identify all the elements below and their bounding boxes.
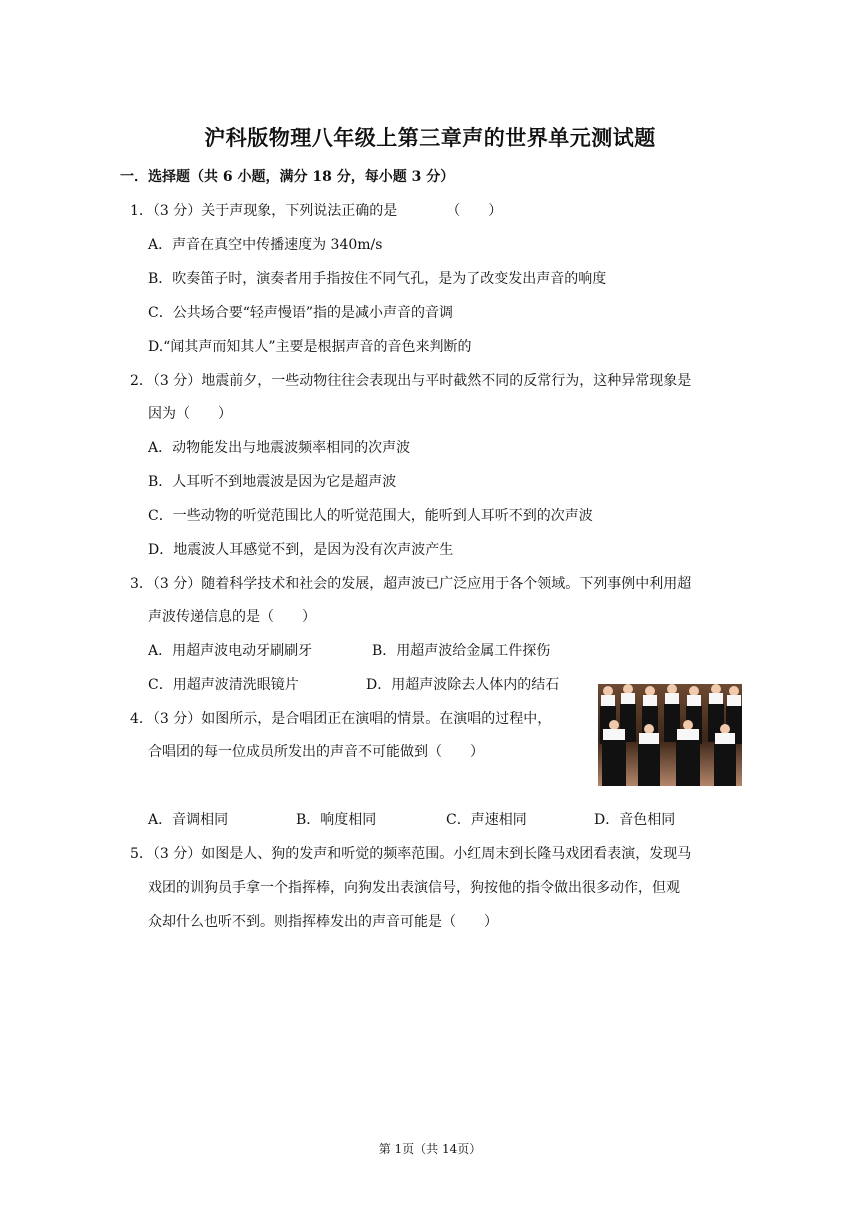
q5-stem-line3: 众却什么也听不到。则指挥棒发出的声音可能是（ ） — [148, 914, 498, 930]
q3-option-c: C．用超声波清洗眼镜片 — [148, 677, 299, 693]
choir-photo — [598, 684, 742, 786]
q5-stem-line2: 戏团的训狗员手拿一个指挥棒，向狗发出表演信号，狗按他的指令做出很多动作，但观 — [148, 880, 680, 896]
q2-option-c: C．一些动物的听觉范围比人的听觉范围大，能听到人耳听不到的次声波 — [148, 508, 593, 524]
section-heading: 一．选择题（共 6 小题，满分 18 分，每小题 3 分） — [120, 169, 455, 185]
q2-option-d: D．地震波人耳感觉不到，是因为没有次声波产生 — [148, 542, 454, 558]
q3-option-b: B．用超声波给金属工件探伤 — [372, 643, 551, 659]
q4-option-b: B．响度相同 — [296, 812, 377, 828]
q4-option-c: C．声速相同 — [446, 812, 527, 828]
q2-stem-line1: 2．（3 分）地震前夕，一些动物往往会表现出与平时截然不同的反常行为，这种异常现象是 — [130, 373, 692, 389]
q3-stem-line1: 3．（3 分）随着科学技术和社会的发展，超声波已广泛应用于各个领域。下列事例中利用超 — [130, 576, 692, 592]
q4-option-a: A．音调相同 — [148, 812, 229, 828]
page-footer: 第 1页（共 14页） — [378, 1142, 482, 1156]
q3-stem-line2: 声波传递信息的是（ ） — [148, 609, 316, 625]
q1-option-a: A．声音在真空中传播速度为 340m/s — [148, 237, 383, 253]
q2-option-b: B．人耳听不到地震波是因为它是超声波 — [148, 474, 397, 490]
q5-stem-line1: 5．（3 分）如图是人、狗的发声和听觉的频率范围。小红周末到长隆马戏团看表演，发现马 — [130, 846, 692, 862]
q4-option-d: D．音色相同 — [594, 812, 676, 828]
q1-option-b: B．吹奏笛子时，演奏者用手指按住不同气孔，是为了改变发出声音的响度 — [148, 271, 607, 287]
q1-option-c: C．公共场合要“轻声慢语”指的是减小声音的音调 — [148, 305, 454, 321]
q3-option-d: D．用超声波除去人体内的结石 — [366, 677, 560, 693]
q4-stem-line2: 合唱团的每一位成员所发出的声音不可能做到（ ） — [148, 744, 484, 760]
document-title: 沪科版物理八年级上第三章声的世界单元测试题 — [204, 126, 656, 150]
q1-stem: 1．（3 分）关于声现象，下列说法正确的是 （ ） — [130, 203, 503, 219]
q1-option-d: D.“闻其声而知其人”主要是根据声音的音色来判断的 — [148, 339, 472, 355]
q2-option-a: A．动物能发出与地震波频率相同的次声波 — [148, 440, 411, 456]
q2-stem-line2: 因为（ ） — [148, 406, 232, 422]
q4-stem-line1: 4．（3 分）如图所示，是合唱团正在演唱的情景。在演唱的过程中， — [130, 711, 552, 727]
q3-option-a: A．用超声波电动牙刷刷牙 — [148, 643, 313, 659]
